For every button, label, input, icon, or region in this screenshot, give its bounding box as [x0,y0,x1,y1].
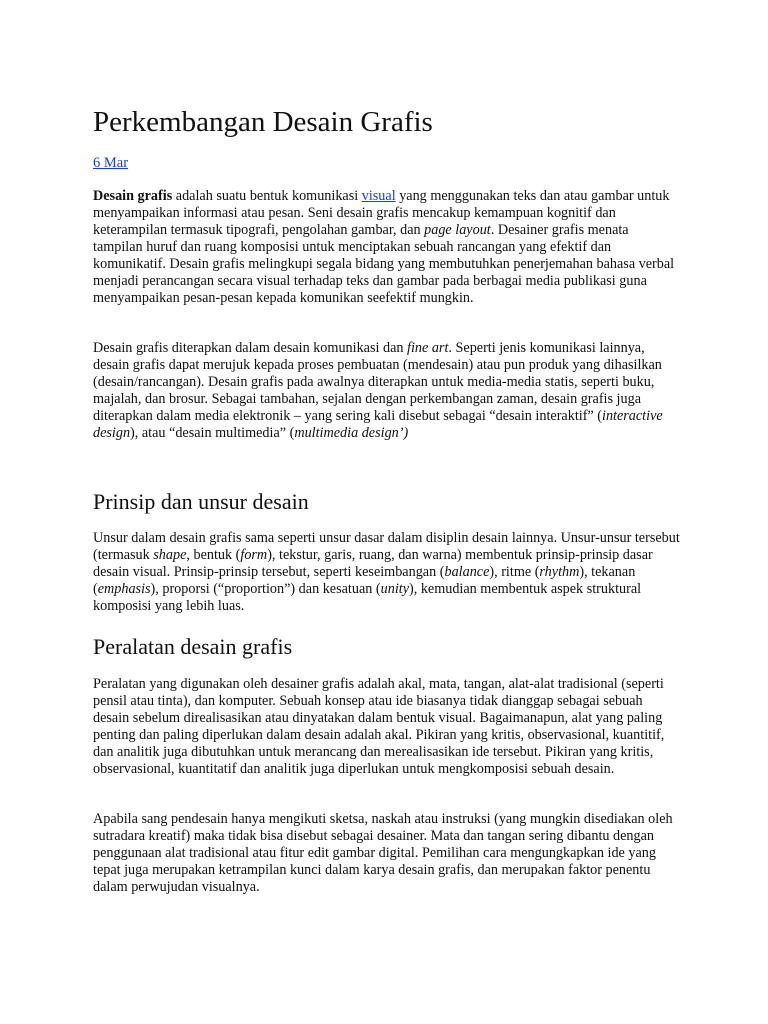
italic-term: unity [380,581,409,597]
text-span: . Seperti jenis komunikasi lainnya, desain grafis dapat merujuk kepada proses pembuatan (mendesain) atau pun produk yang dihasilkan (desain/rancangan). Desain grafis pada awalnya diterapkan untuk media-media statis, seperti buku, majalah, dan brosur. Sebagai tambahan, sejalan dengan perkembangan zaman, desain grafis juga diterapkan dalam media elektronik – yang sering kali disebut sebagai “desain interaktif” ( [93,340,662,424]
paragraph-tools: Peralatan yang digunakan oleh desainer grafis adalah akal, mata, tangan, alat-alat tradisional (seperti pensil atau tinta), dan komputer. Sebuah konsep atau ide biasanya tidak dianggap sebagai sebuah desain sebelum direalisasikan atau dinyatakan dalam bentuk visual. Bagaimanapun, alat yang paling penting dan paling diperlukan dalam desain adalah akal. Pikiran yang kritis, observasional, kuantitif, dan analitik juga dibutuhkan untuk merancang dan merealisasikan ide tersebut. Pikiran yang kritis, observasional, kuantitatif dan analitik juga diperlukan untuk mengkomposisi sebuah desain. [93,676,665,777]
paragraph-application [93,340,681,442]
bold-term: Desain grafis [93,188,173,204]
italic-term: form [240,547,268,563]
italic-term: multimedia design’) [294,425,409,441]
text-span: ), atau “desain multimedia” ( [130,425,295,441]
italic-term: shape [153,547,187,563]
text-span: . Desainer grafis menata tampilan huruf dan ruang komposisi untuk menciptakan sebuah rancangan yang efektif dan komunikatif. Desain grafis melingkupi segala bidang yang membutuhkan penerjemahan bahasa verbal menjadi perancangan secara visual terhadap teks dan gambar pada berbagai media publikasi guna menyampaikan pesan-pesan kepada komunikan seefektif mungkin. [93,222,675,306]
paragraph-intro [93,188,681,307]
text-span: ), kemudian membentuk aspek struktural komposisi yang lebih luas. [93,581,642,614]
text-span: yang menggunakan teks dan atau gambar untuk menyampaikan informasi atau pesan. Seni desain grafis mencakup kemampuan kognitif dan keterampilan termasuk tipografi, pengolahan gambar, dan [93,188,670,238]
text-span: Unsur dalam desain grafis sama seperti unsur dasar dalam disiplin desain lainnya. Unsur-unsur tersebut (termasuk [93,530,680,563]
section-heading-prinsip: Prinsip dan unsur desain [93,489,309,514]
text-span: Desain grafis diterapkan dalam desain komunikasi dan [93,340,408,356]
visual-link[interactable]: visual [361,188,396,204]
italic-term: interactive design [93,408,663,441]
section-heading-peralatan: Peralatan desain grafis [93,634,293,659]
page-title: Perkembangan Desain Grafis [93,106,433,138]
paragraph-principles [93,530,681,615]
italic-term: page layout [424,222,491,238]
date-link[interactable]: 6 Mar [93,155,129,171]
italic-term: rhythm [539,564,580,580]
text-span: ), tekstur, garis, ruang, dan warna) membentuk prinsip-prinsip dasar desain visual. Prinsip-prinsip tersebut, seperti keseimbangan ( [93,547,653,580]
text-span: adalah suatu bentuk komunikasi [172,188,362,204]
text-span: , bentuk ( [186,547,241,563]
text-span: ), proporsi (“proportion”) dan kesatuan ( [150,581,381,597]
text-span: ), tekanan ( [93,564,636,597]
paragraph-designer: Apabila sang pendesain hanya mengikuti sketsa, naskah atau instruksi (yang mungkin disediakan oleh sutradara kreatif) maka tidak bisa disebut sebagai desainer. Mata dan tangan sering dibantu dengan penggunaan alat tradisional atau fitur edit gambar digital. Pemilihan cara mengungkapkan ide yang tepat juga merupakan ketrampilan kunci dalam karya desain grafis, dan merupakan faktor penentu dalam perwujudan visualnya. [93,811,673,895]
italic-term: balance [444,564,490,580]
italic-term: emphasis [97,581,151,597]
text-span: ), ritme ( [489,564,540,580]
italic-term: fine art [407,340,449,356]
